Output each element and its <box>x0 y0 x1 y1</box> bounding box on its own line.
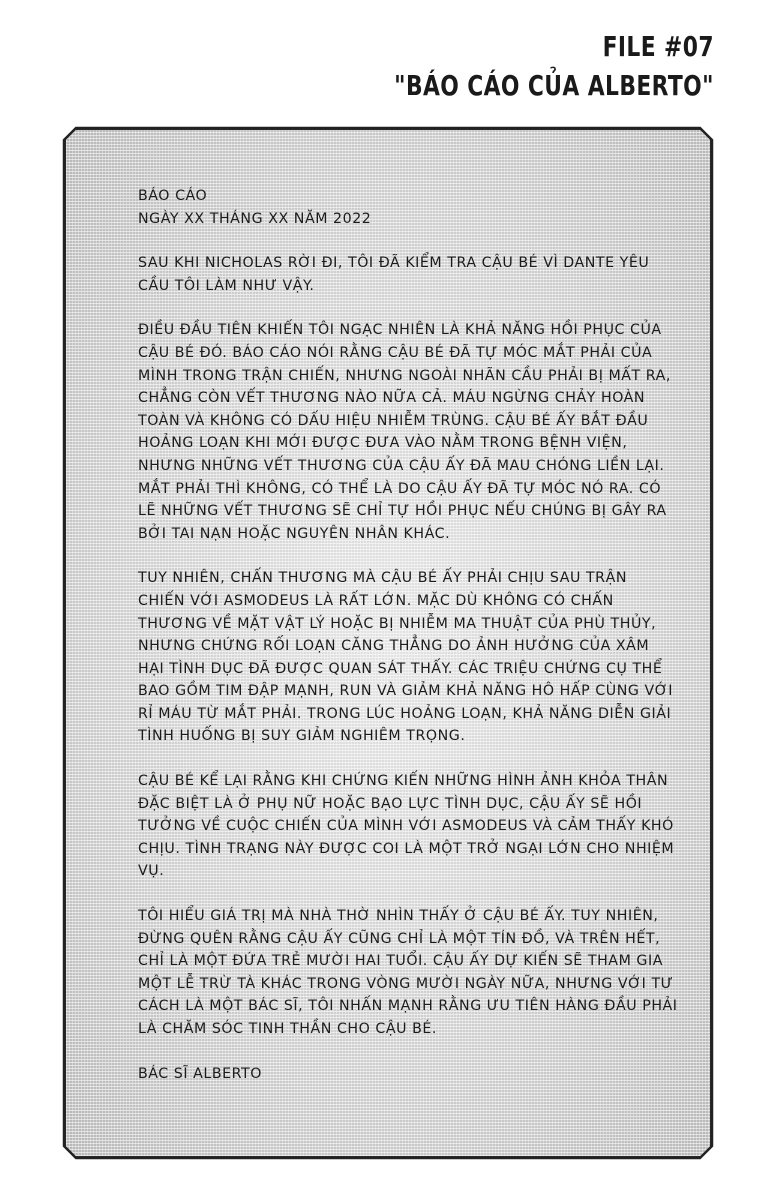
report-signature: BÁC SĨ ALBERTO <box>138 1065 262 1082</box>
report-paragraph: TUY NHIÊN, CHẤN THƯƠNG MÀ CẬU BÉ ẤY PHẢI CHỊU SAU TRẬN CHIẾN VỚI ASMODEUS LÀ RẤT LỚN. MẶC DÙ KHÔNG CÓ CHẤN THƯƠNG VỀ MẶT VẬT LÝ HOẶC BỊ NHIỄM MA THUẬT CỦA PHÙ THỦY, NHƯNG CHỨNG RỐI LOẠN CĂNG THẲNG DO ẢNH HƯỞNG CỦA XÂM HẠI TÌNH DỤC ĐÃ ĐƯỢC QUAN SÁT THẤY. CÁC TRIỆU CHỨNG CỤ THỂ BAO GỒM TIM ĐẬP MẠNH, RUN VÀ GIẢM KHẢ NĂNG HÔ HẤP CÙNG VỚI RỈ MÁU TỪ MẮT PHẢI. TRONG LÚC HOẢNG LOẠN, KHẢ NĂNG DIỄN GIẢI TÌNH HUỐNG BỊ SUY GIẢM NGHIÊM TRỌNG. <box>138 570 673 745</box>
report-date: NGÀY XX THÁNG XX NĂM 2022 <box>138 210 372 227</box>
report-paragraph: CẬU BÉ KỂ LẠI RẰNG KHI CHỨNG KIẾN NHỮNG HÌNH ẢNH KHỎA THÂN ĐẶC BIỆT LÀ Ở PHỤ NỮ HOẶC BẠO LỰC TÌNH DỤC, CẬU ẤY SẼ HỒI TƯỞNG VỀ CUỘC CHIẾN CỦA MÌNH VỚI ASMODEUS VÀ CẢM THẤY KHÓ CHỊU. TÌNH TRẠNG NÀY ĐƯỢC COI LÀ MỘT TRỞ NGẠI LỚN CHO NHIỆM VỤ. <box>138 773 675 880</box>
file-title: "BÁO CÁO CỦA ALBERTO" <box>394 69 714 102</box>
file-number: FILE #07 <box>602 30 714 63</box>
report-paragraph: SAU KHI NICHOLAS RỜI ĐI, TÔI ĐÃ KIỂM TRA CẬU BÉ VÌ DANTE YÊU CẦU TÔI LÀM NHƯ VẬY. <box>138 255 650 294</box>
report-letter <box>138 185 678 1085</box>
report-heading: BÁO CÁO <box>138 188 208 204</box>
report-paragraph: ĐIỀU ĐẦU TIÊN KHIẾN TÔI NGẠC NHIÊN LÀ KHẢ NĂNG HỒI PHỤC CỦA CẬU BÉ ĐÓ. BÁO CÁO NÓI RẰNG CẬU BÉ ĐÃ TỰ MÓC MẮT PHẢI CỦA MÌNH TRONG TRẬN CHIẾN, NHƯNG NGOÀI NHÃN CẦU PHẢI BỊ MẤT RA, CHẲNG CÒN VẾT THƯƠNG NÀO NỮA CẢ. MÁU NGỪNG CHẢY HOÀN TOÀN VÀ KHÔNG CÓ DẤU HIỆU NHIỄM TRÙNG. CẬU BÉ ẤY BẮT ĐẦU HOẢNG LOẠN KHI MỚI ĐƯỢC ĐƯA VÀO NẰM TRONG BỆNH VIỆN, NHƯNG NHỮNG VẾT THƯƠNG CỦA CẬU ẤY ĐÃ MAU CHÓNG LIỀN LẠI. MẮT PHẢI THÌ KHÔNG, CÓ THỂ LÀ DO CẬU ẤY ĐÃ TỰ MÓC NÓ RA. CÓ LẼ NHỮNG VẾT THƯƠNG SẼ CHỈ TỰ HỒI PHỤC NẾU CHÚNG BỊ GÂY RA BỞI TAI NẠN HOẶC NGUYÊN NHÂN KHÁC. <box>138 322 671 542</box>
report-paragraph: TÔI HIỂU GIÁ TRỊ MÀ NHÀ THỜ NHÌN THẤY Ở CẬU BÉ ẤY. TUY NHIÊN, ĐỪNG QUÊN RẰNG CẬU ẤY CŨNG CHỈ LÀ MỘT TÍN ĐỒ, VÀ TRÊN HẾT, CHỈ LÀ MỘT ĐỨA TRẺ MƯỜI HAI TUỔI. CẬU ẤY DỰ KIẾN SẼ THAM GIA MỘT LỄ TRỪ TÀ KHÁC TRONG VÒNG MƯỜI NGÀY NỮA, NHƯNG VỚI TƯ CÁCH LÀ MỘT BÁC SĨ, TÔI NHẤN MẠNH RẰNG ƯU TIÊN HÀNG ĐẦU PHẢI LÀ CHĂM SÓC TINH THẦN CHO CẬU BÉ. <box>138 908 678 1037</box>
file-header <box>304 30 714 104</box>
